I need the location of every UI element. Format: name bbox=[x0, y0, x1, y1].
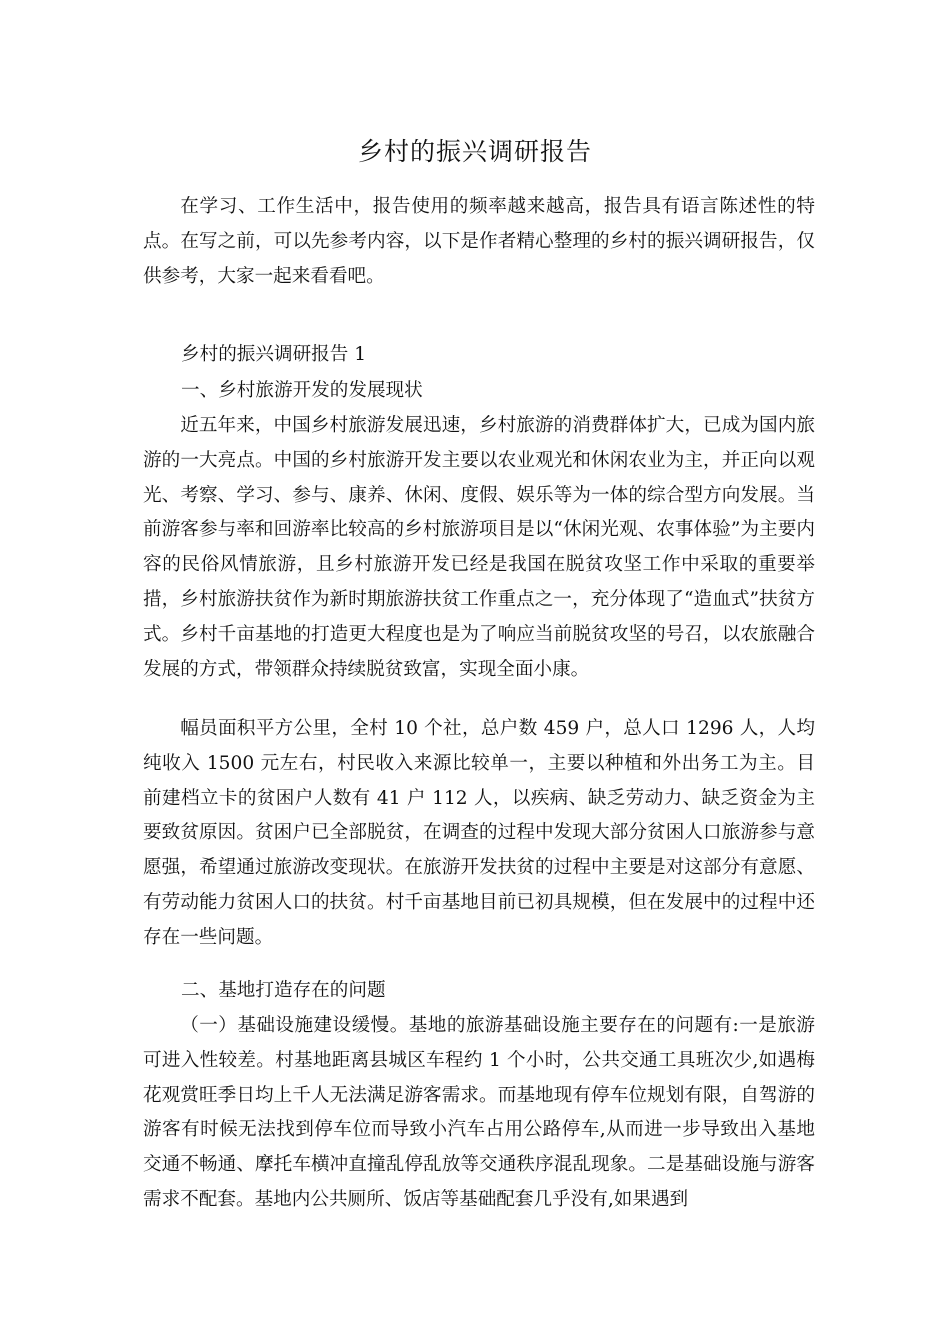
section1-paragraph-1: 近五年来，中国乡村旅游发展迅速，乡村旅游的消费群体扩大，已成为国内旅游的一大亮点。中国的乡村旅游开发主要以农业观光和休闲农业为主，并正向以观光、考察、学习、参与、康养、休闲、度假、娱乐等为一体的综合型方向发展。当前游客参与率和回游率比较高的乡村旅游项目是以“休闲光观、农事体验”为主要内容的民俗风情旅游，且乡村旅游开发已经是我国在脱贫攻坚工作中采取的重要举措，乡村旅游扶贫作为新时期旅游扶贫工作重点之一，充分体现了“造血式”扶贫方式。乡村千亩基地的打造更大程度也是为了响应当前脱贫攻坚的号召，以农旅融合发展的方式，带领群众持续脱贫致富，实现全面小康。 bbox=[143, 415, 815, 680]
section2-paragraph-1: （一）基础设施建设缓慢。基地的旅游基础设施主要存在的问题有:一是旅游可进入性较差。村基地距离县城区车程约 1 个小时，公共交通工具班次少,如遇梅花观赏旺季日均上千人无法满足游客需求。而基地现有停车位规划有限，自驾游的游客有时候无法找到停车位而导致小汽车占用公路停车,从而进一步导致出入基地交通不畅通、摩托车横冲直撞乱停乱放等交通秩序混乱现象。二是基础设施与游客需求不配套。基地内公共厕所、饭店等基础配套几乎没有,如果遇到 bbox=[143, 1015, 815, 1210]
section1-heading: 一、乡村旅游开发的发展现状 bbox=[181, 380, 423, 401]
section2-heading: 二、基地打造存在的问题 bbox=[181, 980, 386, 1001]
intro-paragraph: 在学习、工作生活中，报告使用的频率越来越高，报告具有语言陈述性的特点。在写之前，可以先参考内容，以下是作者精心整理的乡村的振兴调研报告，仅供参考，大家一起来看看吧。 bbox=[143, 196, 815, 287]
report-heading: 乡村的振兴调研报告 1 bbox=[181, 344, 367, 365]
section1-paragraph-2: 幅员面积平方公里，全村 10 个社，总户数 459 户，总人口 1296 人，人均纯收入 1500 元左右，村民收入来源比较单一，主要以种植和外出务工为主。目前建档立卡的贫困户人数有 41 户 112 人，以疾病、缺乏劳动力、缺乏资金为主要致贫原因。贫困户已全部脱贫，在调查的过程中发现大部分贫困人口旅游参与意愿强，希望通过旅游改变现状。在旅游开发扶贫的过程中主要是对这部分有意愿、有劳动能力贫困人口的扶贫。村千亩基地目前已初具规模，但在发展中的过程中还存在一些问题。 bbox=[143, 718, 815, 948]
document-title: 乡村的振兴调研报告 bbox=[357, 137, 592, 166]
